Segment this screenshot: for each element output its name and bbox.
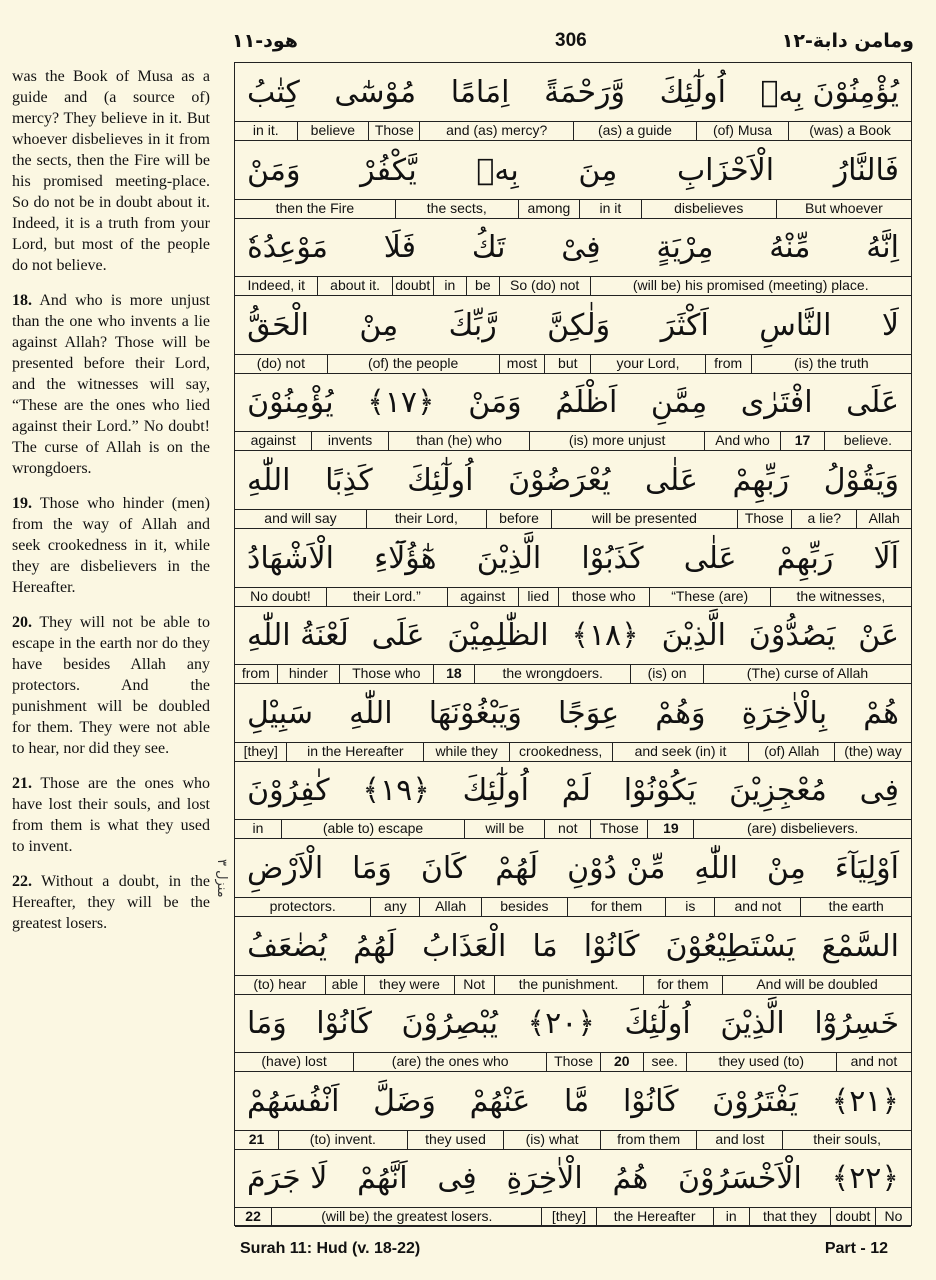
- arabic-word: ﴿١٧﴾: [367, 385, 435, 421]
- english-gloss-word: invents: [311, 432, 387, 450]
- arabic-line: [235, 1072, 911, 1131]
- english-gloss-word: for them: [643, 976, 723, 994]
- english-gloss-word: a lie?: [791, 510, 856, 528]
- english-gloss-word: your Lord,: [590, 355, 705, 373]
- arabic-word: الَّذِيْنَ: [476, 540, 542, 576]
- english-gloss-word: they used: [407, 1131, 504, 1149]
- english-gloss-word: (is) more unjust: [529, 432, 703, 450]
- surah-footer: Surah 11: Hud (v. 18-22): [240, 1240, 421, 1257]
- english-gloss-word: before: [486, 510, 551, 528]
- arabic-word: وَمَنْ: [247, 152, 301, 188]
- english-gloss-word: 19: [647, 820, 693, 838]
- english-gloss-line: [235, 354, 911, 374]
- arabic-word: وَيَقُوْلُ: [823, 463, 899, 498]
- english-gloss-word: 18: [433, 665, 475, 683]
- english-gloss-line: [235, 975, 911, 995]
- english-gloss-word: and seek (in) it: [612, 743, 749, 761]
- arabic-word: عَنْهُمْ: [469, 1083, 531, 1119]
- arabic-word: ﴿١٩﴾: [362, 773, 430, 809]
- english-gloss-word: Those: [546, 1053, 600, 1071]
- arabic-word: رَّبِّكَ: [448, 307, 497, 343]
- manzil-mark: منزل ٣: [214, 858, 229, 898]
- arabic-word: لَهُمْ: [495, 851, 539, 886]
- english-gloss-word: [they]: [243, 742, 278, 759]
- arabic-word: اُولٰٓئِكَ: [624, 1006, 691, 1042]
- arabic-word: رَبِّهِمْ: [776, 540, 834, 576]
- arabic-word: كَانُوْا: [622, 1083, 679, 1119]
- english-gloss-word: their Lord,: [366, 510, 486, 528]
- english-gloss-word: against: [250, 432, 296, 449]
- arabic-line: [235, 451, 911, 510]
- english-gloss-word: (was) a Book: [788, 122, 911, 140]
- arabic-word: مَا: [532, 928, 558, 964]
- verse-number: 19.: [12, 495, 32, 512]
- arabic-word: وَلٰكِنَّ: [547, 307, 611, 343]
- english-gloss-line: [235, 587, 911, 607]
- english-gloss-word: Allah: [856, 510, 911, 528]
- arabic-word: فِى: [859, 773, 899, 809]
- arabic-word: الْاَرْضِ: [247, 851, 324, 886]
- english-gloss-word: that they: [749, 1208, 830, 1226]
- english-gloss-word: most: [499, 355, 545, 373]
- page-number: 306: [555, 30, 587, 51]
- arabic-word: وَيَبْغُوْنَهَا: [428, 695, 522, 731]
- arabic-word: هُمْ: [863, 695, 899, 731]
- arabic-word: اَظْلَمُ: [555, 385, 618, 421]
- english-gloss-word: (of) Allah: [748, 743, 834, 761]
- arabic-word: مِّنْ دُوْنِ: [567, 851, 666, 886]
- english-gloss-line: [235, 1207, 911, 1227]
- arabic-word: مُوْسٰٓى: [334, 75, 417, 110]
- english-gloss-word: (is) the truth: [751, 355, 911, 373]
- arabic-word: بِالْاٰخِرَةِ: [741, 695, 828, 731]
- english-gloss-word: in the Hereafter: [286, 743, 423, 761]
- english-gloss-word: and not: [836, 1053, 911, 1071]
- arabic-word: يَفْتَرُوْنَ: [712, 1083, 798, 1119]
- arabic-word: الْاَحْزَابِ: [676, 152, 775, 188]
- english-gloss-word: protectors.: [269, 898, 336, 914]
- arabic-word: فَلَا: [383, 230, 417, 266]
- arabic-word: مِنْ: [766, 851, 806, 886]
- english-gloss-word: But whoever: [776, 200, 911, 218]
- arabic-word: يُضٰعَفُ: [247, 928, 327, 964]
- arabic-word: الْاَخْسَرُوْنَ: [678, 1161, 802, 1197]
- english-gloss-word: (are) the ones who: [353, 1053, 546, 1071]
- arabic-word: هٰٓؤُلَٓاءِ: [374, 540, 437, 576]
- arabic-word: لَا: [881, 307, 899, 343]
- arabic-word: رَبِّهِمْ: [732, 463, 790, 498]
- arabic-word: وَمَنْ: [468, 385, 522, 421]
- arabic-word: ﴿٢١﴾: [831, 1083, 899, 1119]
- english-gloss-word: the witnesses,: [770, 588, 911, 606]
- arabic-word: اَلَا: [873, 540, 899, 576]
- arabic-word: كَانَ: [420, 851, 467, 886]
- english-gloss-word: (able to) escape: [281, 820, 464, 838]
- translation-column: [12, 66, 210, 948]
- arabic-word: اَنْفُسَهُمْ: [247, 1083, 340, 1119]
- arabic-word: النَّاسِ: [759, 307, 832, 343]
- arabic-line: [235, 917, 911, 976]
- english-gloss-word: [they]: [541, 1208, 595, 1226]
- english-gloss-line: [235, 1130, 911, 1150]
- english-gloss-word: be: [466, 277, 499, 295]
- english-gloss-word: believe: [297, 122, 369, 140]
- english-gloss-word: doubt: [392, 277, 433, 295]
- arabic-word: عِوَجًا: [558, 695, 620, 731]
- english-gloss-word: but: [544, 355, 590, 373]
- commentary-para-6: 22. Without a doubt, in the Hereafter, they will be the greatest losers.: [12, 873, 210, 932]
- english-gloss-word: the punishment.: [494, 976, 643, 994]
- verse-number: 20.: [12, 614, 32, 631]
- arabic-line: [235, 606, 911, 665]
- english-gloss-word: and not: [714, 898, 800, 916]
- english-gloss-word: (are) disbelievers.: [693, 820, 911, 838]
- english-gloss-word: the Hereafter: [596, 1208, 713, 1226]
- arabic-word: اَكْثَرَ: [660, 307, 709, 343]
- english-gloss-word: against: [447, 588, 518, 606]
- english-gloss-word: in: [433, 277, 466, 295]
- english-gloss-word: Those who: [339, 665, 433, 683]
- arabic-word: اِنَّهُ: [866, 230, 899, 266]
- commentary-para-3: 19. Those who hinder (men) from the way of Allah and seek crookedness in it, while they are disbelievers in the Hereafter.: [12, 495, 211, 596]
- arabic-word: مَّا: [564, 1083, 590, 1119]
- verse-number: 21.: [12, 775, 32, 792]
- arabic-word: الْاٰخِرَةِ: [506, 1161, 583, 1197]
- arabic-word: خَسِرُوْٓا: [814, 1006, 899, 1042]
- english-gloss-word: hinder: [277, 665, 339, 683]
- arabic-word: سَبِيْلِ: [247, 695, 313, 731]
- english-gloss-word: in: [713, 1208, 749, 1226]
- arabic-word: اللّٰهِ: [247, 463, 291, 498]
- english-gloss-line: [235, 897, 911, 917]
- english-gloss-word: (is) what: [503, 1131, 600, 1149]
- english-gloss-word: So (do) not: [499, 277, 590, 295]
- english-gloss-word: (as) a guide: [573, 122, 696, 140]
- english-gloss-word: in: [252, 820, 264, 837]
- english-gloss-word: No: [875, 1208, 911, 1226]
- arabic-word: مِنْ: [359, 307, 399, 343]
- arabic-word: ﴿٢٠﴾: [527, 1006, 595, 1042]
- verse-number: 18.: [12, 292, 32, 309]
- arabic-word: عَنْ: [858, 618, 899, 654]
- english-gloss-line: [235, 664, 911, 684]
- arabic-word: ﴿٢٢﴾: [831, 1161, 899, 1197]
- english-gloss-word: will be: [464, 820, 544, 838]
- arabic-word: عَلَى: [371, 618, 425, 654]
- commentary-para-2: 18. And who is more unjust than the one who invents a lie against Allah? Those will be presented before their Lord, and the witnesses will say, “These are the ones who lied against their Lord.” No doubt! The curse of Allah is on the wrongdoers.: [12, 292, 210, 477]
- arabic-word: مِمَّنِ: [650, 385, 708, 421]
- arabic-word: الْحَقُّ: [247, 307, 309, 343]
- english-gloss-word: and (as) mercy?: [419, 122, 573, 140]
- word-by-word-grid: [234, 62, 912, 1226]
- arabic-word: لَا جَرَمَ: [247, 1161, 328, 1197]
- arabic-line: [235, 529, 911, 588]
- commentary-para-4: 20. They will not be able to escape in the earth nor do they have besides Allah any protectors. And the punishment will be doubled for them. They were not able to hear, nor did they see.: [12, 614, 210, 757]
- arabic-word: لَمْ: [561, 773, 591, 809]
- arabic-word: اللّٰهِ: [694, 851, 738, 886]
- arabic-word: افْتَرٰى: [740, 385, 813, 421]
- arabic-word: الظّٰلِمِيْنَ: [447, 618, 549, 654]
- english-gloss-word: they used (to): [686, 1053, 836, 1071]
- arabic-line: [235, 994, 911, 1053]
- arabic-word: اِمَامًا: [450, 75, 510, 110]
- arabic-word: كِتٰبُ: [247, 75, 300, 110]
- english-gloss-word: crookedness,: [509, 743, 612, 761]
- arabic-word: الَّذِيْنَ: [661, 618, 726, 654]
- english-gloss-word: (to) hear: [253, 975, 307, 992]
- english-gloss-word: (to) invent.: [278, 1131, 407, 1149]
- english-gloss-word: and lost: [696, 1131, 782, 1149]
- arabic-word: الَّذِيْنَ: [720, 1006, 785, 1042]
- arabic-word: كَانُوْا: [583, 928, 640, 964]
- english-gloss-word: 22: [245, 1208, 261, 1225]
- english-gloss-word: the earth: [800, 898, 911, 916]
- english-gloss-line: [235, 431, 911, 451]
- arabic-word: عَلٰى: [645, 463, 698, 498]
- english-gloss-word: they were: [364, 976, 453, 994]
- english-gloss-word: while they: [423, 743, 509, 761]
- arabic-word: يُؤْمِنُوْنَ: [247, 385, 334, 421]
- arabic-word: فِىْ: [561, 230, 601, 266]
- part-footer: Part - 12: [824, 1240, 888, 1257]
- arabic-line: [235, 296, 911, 355]
- english-gloss-word: than (he) who: [388, 432, 530, 450]
- english-gloss-word: Indeed, it: [247, 277, 306, 294]
- arabic-word: كَذَبُوْا: [581, 540, 644, 576]
- arabic-word: فِى: [437, 1161, 477, 1197]
- arabic-word: يُعْرَضُوْنَ: [508, 463, 611, 498]
- arabic-word: كٰفِرُوْنَ: [247, 773, 330, 809]
- english-gloss-word: any: [370, 898, 419, 916]
- english-gloss-word: not: [544, 820, 590, 838]
- arabic-word: هُمُ: [612, 1161, 649, 1197]
- english-gloss-word: Those: [368, 122, 419, 140]
- juz-name-header: ومامن دابة-١٢: [781, 30, 914, 52]
- arabic-word: وَمَا: [247, 1006, 287, 1042]
- english-gloss-word: in it: [579, 200, 640, 218]
- arabic-word: السَّمْعَ: [821, 928, 899, 964]
- english-gloss-word: see.: [643, 1053, 686, 1071]
- english-gloss-word: those who: [558, 588, 649, 606]
- english-gloss-word: able: [325, 976, 365, 994]
- arabic-line: [235, 1149, 911, 1208]
- arabic-line: [235, 141, 911, 200]
- arabic-word: اللّٰهِ: [349, 695, 393, 731]
- english-gloss-word: their Lord.”: [326, 588, 447, 606]
- english-gloss-word: the sects,: [395, 200, 518, 218]
- arabic-line: [235, 684, 911, 743]
- english-gloss-word: and will say: [264, 510, 337, 526]
- english-gloss-word: their souls,: [782, 1131, 911, 1149]
- arabic-word: لَهُمُ: [353, 928, 397, 964]
- arabic-line: [235, 839, 911, 898]
- arabic-word: كَذِبًا: [325, 463, 373, 498]
- english-gloss-line: [235, 742, 911, 762]
- arabic-word: اَوْلِيَآءَ: [834, 851, 899, 886]
- arabic-line: [235, 218, 911, 277]
- arabic-word: يَسْتَطِيْعُوْنَ: [665, 928, 796, 964]
- arabic-line: [235, 63, 911, 122]
- arabic-word: وَّرَحْمَةً: [544, 75, 626, 110]
- english-gloss-line: [235, 121, 911, 141]
- arabic-word: عَلَى: [846, 385, 899, 421]
- arabic-word: وَضَلَّ: [373, 1083, 436, 1119]
- english-gloss-word: then the Fire: [275, 199, 355, 216]
- arabic-word: يُبْصِرُوْنَ: [401, 1006, 498, 1042]
- arabic-word: اَنَّهُمْ: [357, 1161, 408, 1197]
- english-gloss-word: Allah: [419, 898, 480, 916]
- english-gloss-word: from them: [600, 1131, 697, 1149]
- english-gloss-word: is: [665, 898, 714, 916]
- arabic-word: وَهُمْ: [655, 695, 706, 731]
- english-gloss-word: doubt: [830, 1208, 875, 1226]
- english-gloss-line: [235, 199, 911, 219]
- arabic-word: كَانُوْا: [316, 1006, 372, 1042]
- english-gloss-line: [235, 1052, 911, 1072]
- english-gloss-word: (will be) the greatest losers.: [271, 1208, 541, 1226]
- english-gloss-word: (will be) his promised (meeting) place.: [590, 277, 912, 295]
- commentary-para-1: was the Book of Musa as a guide and (a source of) mercy? They believe in it. But whoever disbelieves in it from the sects, then the Fire will be his promised meeting-place. So do not be in doubt about it. Indeed, it is a truth from your Lord, but most of the people do not believe.: [12, 68, 210, 274]
- english-gloss-word: Those: [737, 510, 792, 528]
- english-gloss-word: (is) on: [630, 665, 703, 683]
- english-gloss-word: No doubt!: [250, 587, 311, 604]
- english-gloss-word: for them: [567, 898, 665, 916]
- english-gloss-word: (of) Musa: [696, 122, 788, 140]
- arabic-word: فَالنَّارُ: [833, 152, 899, 188]
- arabic-word: الْعَذَابُ: [422, 928, 507, 964]
- arabic-word: مِرْيَةٍ: [656, 230, 714, 266]
- arabic-word: اُولٰٓئِكَ: [659, 75, 726, 110]
- english-gloss-word: (The) curse of Allah: [703, 665, 911, 683]
- english-gloss-word: And who: [704, 432, 780, 450]
- english-gloss-line: [235, 819, 911, 839]
- arabic-word: مَوْعِدُهٗ: [247, 230, 328, 266]
- english-gloss-word: Those: [590, 820, 647, 838]
- english-gloss-line: [235, 509, 911, 529]
- arabic-word: اُولٰٓئِكَ: [407, 463, 474, 498]
- english-gloss-word: lied: [518, 588, 558, 606]
- arabic-line: [235, 373, 911, 432]
- arabic-word: تَكُ: [471, 230, 506, 266]
- english-gloss-word: Not: [454, 976, 494, 994]
- english-gloss-word: among: [518, 200, 579, 218]
- english-gloss-word: besides: [481, 898, 567, 916]
- arabic-word: عَلٰى: [683, 540, 737, 576]
- arabic-word: لَعْنَةُ اللّٰهِ: [247, 618, 349, 654]
- english-gloss-word: disbelieves: [641, 200, 776, 218]
- english-gloss-word: in it.: [252, 122, 279, 138]
- arabic-word: ﴿١٨﴾: [571, 618, 639, 654]
- arabic-word: يَصُدُّوْنَ: [748, 618, 836, 654]
- arabic-word: مُعْجِزِيْنَ: [729, 773, 827, 809]
- english-gloss-word: And will be doubled: [722, 976, 911, 994]
- english-gloss-word: (the) way: [834, 743, 911, 761]
- english-gloss-word: (of) the people: [327, 355, 499, 373]
- english-gloss-word: from: [705, 355, 751, 373]
- arabic-line: [235, 761, 911, 820]
- english-gloss-word: about it.: [317, 277, 391, 295]
- arabic-word: بِهٖ: [476, 152, 519, 188]
- arabic-word: يَّكْفُرْ: [360, 152, 417, 188]
- arabic-word: وَمَا: [352, 851, 392, 886]
- english-gloss-word: (do) not: [256, 354, 305, 371]
- english-gloss-word: the wrongdoers.: [474, 665, 630, 683]
- english-gloss-word: 21: [248, 1130, 265, 1147]
- surah-name-header: هود-١١: [232, 30, 298, 52]
- arabic-word: اُولٰٓئِكَ: [462, 773, 529, 809]
- english-gloss-word: “These (are): [649, 588, 770, 606]
- english-gloss-word: believe.: [824, 432, 911, 450]
- english-gloss-line: [235, 276, 911, 296]
- english-gloss-word: (have) lost: [261, 1053, 327, 1070]
- verse-number: 22.: [12, 873, 32, 890]
- english-gloss-word: from: [241, 665, 270, 682]
- english-gloss-word: 20: [600, 1053, 643, 1071]
- english-gloss-word: will be presented: [551, 510, 736, 528]
- english-gloss-word: 17: [780, 432, 824, 450]
- arabic-word: الْاَشْهَادُ: [247, 540, 334, 576]
- arabic-word: يُؤْمِنُوْنَ بِهٖ: [760, 75, 899, 110]
- arabic-word: مِّنْهُ: [769, 230, 811, 266]
- commentary-para-5: 21. Those are the ones who have lost their souls, and lost from them is what they used to invent.: [12, 775, 210, 855]
- arabic-word: يَكُوْنُوْا: [623, 773, 697, 809]
- arabic-word: مِنَ: [578, 152, 618, 188]
